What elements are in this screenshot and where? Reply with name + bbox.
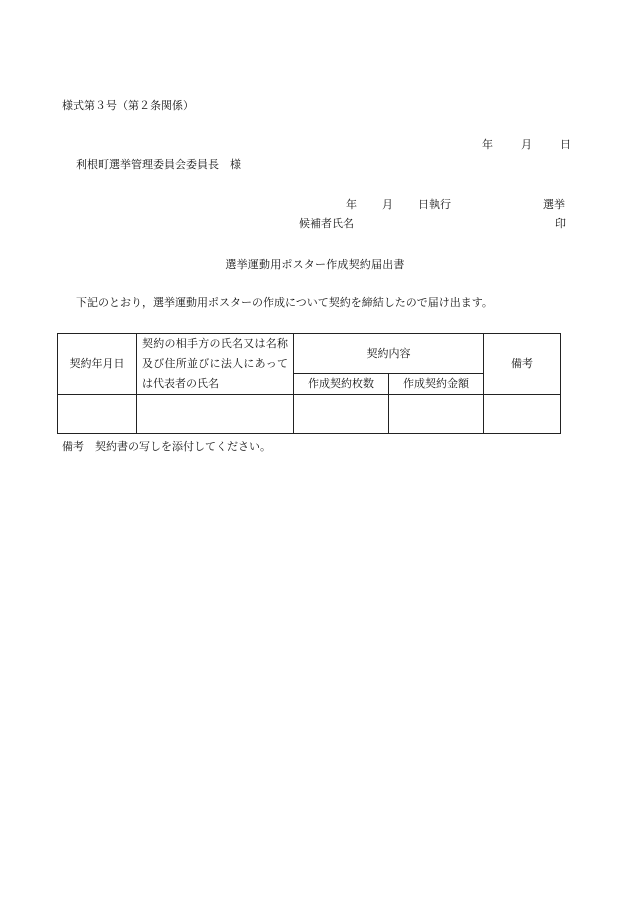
header-contract-content: 契約内容 (294, 334, 484, 374)
exec-year: 年 (346, 198, 357, 211)
header-remarks: 備考 (484, 334, 561, 395)
date-month: 月 (521, 138, 532, 151)
body-text: 下記のとおり，選挙運動用ポスターの作成について契約を締結したので届け出ます。 (76, 296, 493, 309)
table-header-row (58, 334, 561, 374)
footnote: 備考 契約書の写しを添付してください。 (62, 440, 271, 453)
election-label: 選挙 (543, 198, 565, 211)
exec-month: 月 (382, 198, 393, 211)
header-contract-count: 作成契約枚数 (294, 374, 389, 395)
form-number: 様式第３号（第２条関係） (62, 99, 194, 112)
cell-party[interactable] (137, 395, 294, 434)
table-row (58, 395, 561, 434)
cell-amount[interactable] (389, 395, 484, 434)
cell-date[interactable] (58, 395, 137, 434)
document-title: 選挙運動用ポスター作成契約届出書 (225, 258, 405, 271)
header-contract-amount: 作成契約金額 (389, 374, 484, 395)
header-contract-date: 契約年月日 (58, 334, 137, 395)
addressee: 利根町選挙管理委員会委員長 様 (76, 158, 241, 171)
candidate-name-label: 候補者氏名 (299, 217, 354, 230)
date-day: 日 (560, 138, 571, 151)
seal-mark: 印 (555, 217, 566, 230)
cell-count[interactable] (294, 395, 389, 434)
contract-table (57, 333, 561, 434)
execution-date (346, 199, 451, 210)
cell-remarks[interactable] (484, 395, 561, 434)
exec-day: 日執行 (418, 198, 451, 211)
date-year: 年 (482, 138, 493, 151)
submission-date (482, 139, 571, 150)
header-contract-party: 契約の相手方の氏名又は名称及び住所並びに法人にあっては代表者の氏名 (137, 334, 294, 395)
